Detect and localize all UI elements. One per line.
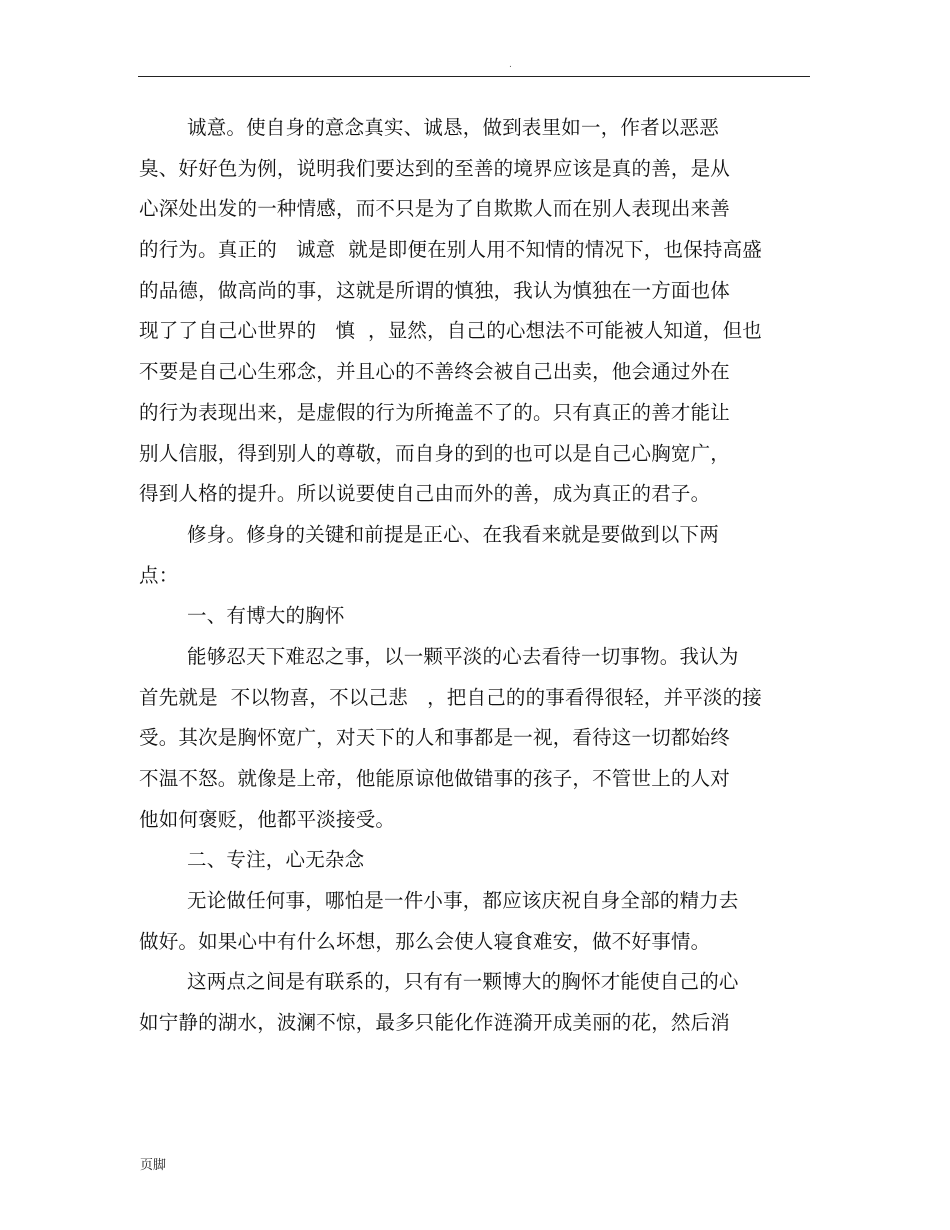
text-line: 别人信服，得到别人的尊敬，而自身的到的也可以是自己心胸宽广， bbox=[139, 441, 731, 465]
text-line: 做好。如果心中有什么坏想，那么会使人寝食难安，做不好事情。 bbox=[139, 929, 711, 953]
text-line: 不温不怒。就像是上帝，他能原谅他做错事的孩子，不管世上的人对 bbox=[139, 767, 731, 790]
text-line: 如宁静的湖水，波澜不惊，最多只能化作涟漪开成美丽的花，然后消 bbox=[139, 1011, 731, 1035]
text-line: 一、有博大的胸怀 bbox=[187, 604, 345, 628]
text-line: 不要是自己心生邪念，并且心的不善终会被自己出卖，他会通过外在 bbox=[139, 360, 731, 384]
page-header bbox=[138, 58, 810, 77]
header-mark: . bbox=[509, 60, 512, 70]
text-line: 心深处出发的一种情感，而不只是为了自欺欺人而在别人表现出来善 bbox=[139, 197, 731, 221]
text-line: 臭、好好色为例，说明我们要达到的至善的境界应该是真的善，是从 bbox=[139, 156, 731, 180]
text-line: 现了了自己心世界的 慎 ，显然，自己的心想法不可能被人知道，但也 bbox=[139, 319, 762, 343]
text-line: 诚意。使自身的意念真实、诚恳，做到表里如一，作者以恶恶 bbox=[187, 116, 719, 139]
text-line: 得到人格的提升。所以说要使自己由而外的善，成为真正的君子。 bbox=[139, 482, 711, 506]
text-line: 这两点之间是有联系的，只有有一颗博大的胸怀才能使自己的心 bbox=[187, 970, 739, 994]
text-line: 二、专注，心无杂念 bbox=[187, 848, 365, 872]
text-line: 无论做任何事，哪怕是一件小事，都应该庆祝自身全部的精力去 bbox=[187, 889, 739, 913]
text-line: 首先就是 不以物喜，不以己悲 ，把自己的的事看得很轻，并平淡的接 bbox=[139, 685, 762, 709]
text-line: 的行为。真正的 诚意 就是即便在别人用不知情的情况下，也保持高盛 bbox=[139, 238, 762, 262]
text-line: 受。其次是胸怀宽广，对天下的人和事都是一视，看待这一切都始终 bbox=[139, 726, 731, 750]
text-line: 修身。修身的关键和前提是正心、在我看来就是要做到以下两 bbox=[187, 522, 719, 546]
text-line: 的品德，做高尚的事，这就是所谓的慎独，我认为慎独在一方面也体 bbox=[139, 278, 731, 302]
text-line: 点： bbox=[139, 563, 179, 587]
document-body bbox=[139, 108, 819, 1044]
text-line: 能够忍天下难忍之事，以一颗平淡的心去看待一切事物。我认为 bbox=[187, 644, 739, 668]
text-line: 的行为表现出来，是虚假的行为所掩盖不了的。只有真正的善才能让 bbox=[139, 400, 731, 424]
page-footer: 页脚 bbox=[140, 1158, 167, 1173]
text-line: 他如何褒贬，他都平淡接受。 bbox=[139, 807, 396, 831]
